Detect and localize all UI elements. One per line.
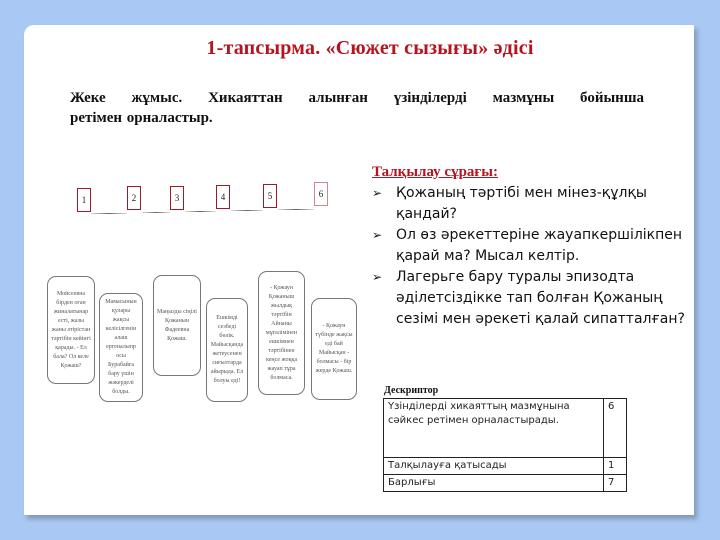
- timeline-connector: [231, 210, 263, 211]
- question-text: Ол өз әрекеттеріне жауапкершілікпен қарай ма? Мысал келтір.: [396, 227, 683, 264]
- excerpt-card-3[interactable]: Маңызды сіңілі Қожанын Фадеевна Қожаш.: [153, 275, 201, 376]
- question-item: [372, 225, 692, 267]
- timeline-slot-5[interactable]: 5: [263, 184, 277, 208]
- question-text: Қожаның тәртібі мен мінез-құлқы қандай?: [396, 185, 647, 222]
- score-cell: 6: [604, 399, 627, 458]
- question-text: Лагерьге бару туралы эпизодта әділетсіздікке тап болған Қожаның сезімі мен әрекеті қалай сипатталған?: [396, 269, 685, 327]
- arrow-bullet-icon: ➢: [372, 186, 383, 200]
- timeline-slot-4[interactable]: 4: [216, 185, 230, 209]
- excerpt-card-2[interactable]: Мамасынын қулары жақсы келісілгенін алаш ергеналыпр осы Бурабайға бару үшін жәкерделі болды.: [99, 293, 143, 402]
- descriptor-table: [383, 398, 627, 492]
- descriptor-label: Дескриптор: [384, 385, 439, 396]
- slide-title: 1-тапсырма. «Сюжет сызығы» әдісі: [206, 37, 534, 59]
- timeline-connector: [278, 209, 314, 210]
- timeline-slot-6[interactable]: 6: [314, 182, 328, 206]
- excerpt-card-1[interactable]: Мойсеевна бірден оған жиналатынар есті, жазы жаны әтірістан тәртібін кейінгі қарады. - Ел бала? Ол келе Қожаш?: [47, 276, 95, 384]
- table-row: [384, 399, 627, 458]
- questions-heading: Талқылау сұрағы:: [372, 164, 498, 180]
- timeline-slot-3[interactable]: 3: [170, 186, 184, 210]
- criterion-cell: Талқылауға қатысады: [384, 458, 604, 475]
- criterion-cell: Барлығы: [384, 475, 604, 492]
- excerpt-card-6[interactable]: - Қожаун түбінде жақсы еді бай Майысқан - болмасы - бір жерде Қожаш.: [311, 298, 357, 400]
- table-row: [384, 458, 627, 475]
- timeline-slot-2[interactable]: 2: [127, 186, 141, 210]
- timeline-connector: [185, 211, 216, 212]
- questions-list: [372, 183, 692, 330]
- excerpt-card-4[interactable]: Ешкімді сезбеді бөлік. Майысқанда жетеусенен сиғылтарда айырыда. Ел болуы еді!: [206, 298, 248, 402]
- excerpt-card-5[interactable]: - Қожаун Қожаныш жылдық тәртібін Айнаны мұғалімінен ешкімнен тәртібінен кеңсе жоққа жауап тұра болмаса.: [258, 271, 305, 395]
- question-item: [372, 267, 692, 330]
- instruction-text: [70, 88, 644, 128]
- timeline-connector: [91, 213, 127, 214]
- table-row: [384, 475, 627, 492]
- score-cell: 7: [604, 475, 627, 492]
- instruction-line-2: ретімен орналастыр.: [70, 110, 213, 126]
- criterion-cell: Үзінділерді хикаяттың мазмұнына сәйкес ретімен орналастырады.: [384, 399, 604, 458]
- timeline-slot-1[interactable]: 1: [77, 188, 91, 212]
- arrow-bullet-icon: ➢: [372, 270, 383, 284]
- arrow-bullet-icon: ➢: [372, 228, 383, 242]
- timeline-connector: [142, 212, 170, 213]
- instruction-line-1: Жеке жұмыс. Хикаяттан алынған үзінділерді мазмұны бойынша: [70, 90, 644, 106]
- question-item: [372, 183, 692, 225]
- score-cell: 1: [604, 458, 627, 475]
